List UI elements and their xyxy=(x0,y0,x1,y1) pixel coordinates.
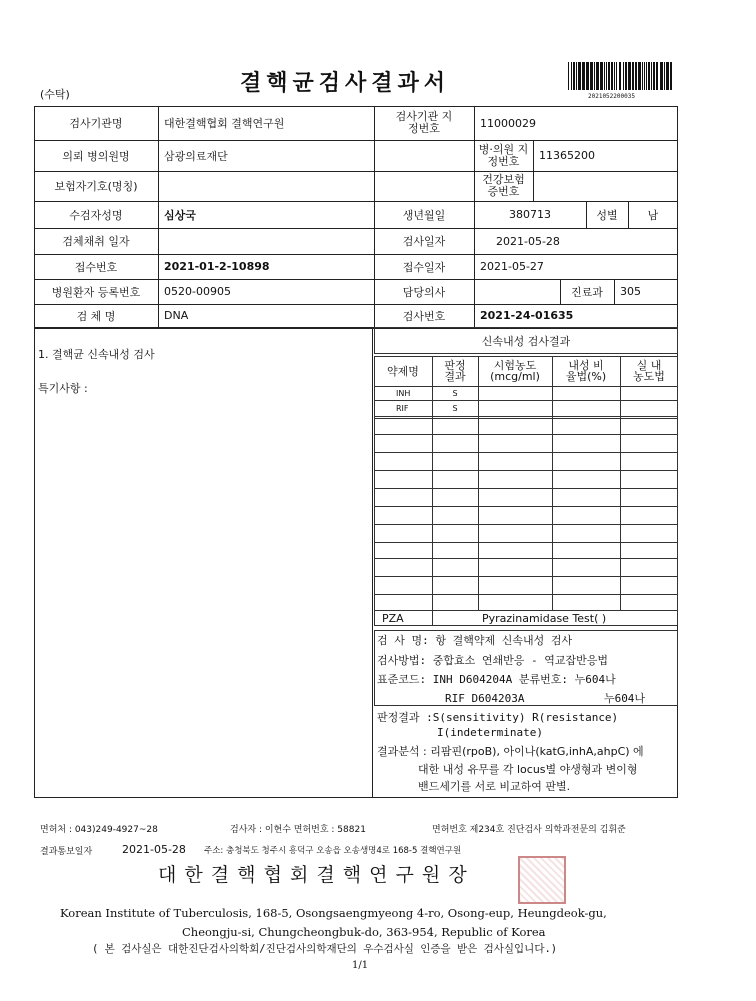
barcode-bar xyxy=(635,62,637,90)
row-drug-inh: INH xyxy=(396,388,411,398)
barcode-bar xyxy=(628,62,631,90)
birth-value: 380713 xyxy=(509,208,551,221)
specimen-value: DNA xyxy=(164,309,189,322)
barcode-bar xyxy=(571,62,572,90)
barcode-bar xyxy=(604,62,605,90)
collect-date-label: 검체채취 일자 xyxy=(62,235,130,248)
test-method: 검사방법: 중합효소 연쇄반응 - 역교잡반응법 xyxy=(377,654,609,667)
receipt-no-value: 2021-01-2-10898 xyxy=(164,260,270,273)
grid-row-line xyxy=(374,488,678,489)
test-no-value: 2021-24-01635 xyxy=(480,309,574,322)
organization-name: 대 한 결 핵 협 회 결 핵 연 구 원 장 xyxy=(158,864,468,886)
barcode-bar xyxy=(648,62,650,90)
interpretation-line-2: I(indeterminate) xyxy=(437,726,543,739)
barcode-bar xyxy=(660,62,663,90)
certification-note: ( 본 검사실은 대한진단검사의학회/진단검사의학재단의 우수검사실 인증을 받은 검사실입니다.) xyxy=(92,943,558,955)
barcode-bar xyxy=(578,62,581,90)
barcode-bar xyxy=(646,62,647,90)
insurance-value xyxy=(158,171,380,201)
result-heading: 신속내성 검사결과 xyxy=(481,334,571,348)
analysis-line-1: 결과분석 : 리팜핀(rpoB), 아이나(katG,inhA,ahpC) 에 xyxy=(377,745,644,758)
barcode-bar xyxy=(638,62,641,90)
collect-date-value xyxy=(158,228,380,254)
dept-label: 진료과 xyxy=(571,285,603,299)
patient-name-label: 수검자성명 xyxy=(69,208,123,222)
doctor-label: 담당의사 xyxy=(402,285,446,299)
hospital-id-label: 병·의원 지정번호 xyxy=(478,142,529,168)
col-header-proportion: 내성 비율법(%) xyxy=(565,359,607,383)
standard-code-1: 표준코드: INH D604204A 분류번호: 누604나 xyxy=(377,673,616,686)
patient-name-value: 심상국 xyxy=(164,208,196,222)
grid-row-line xyxy=(374,434,678,435)
page-number: 1/1 xyxy=(352,960,369,971)
barcode-bar xyxy=(594,62,595,90)
doctor-value xyxy=(474,279,566,304)
address-en-2: Cheongju-si, Chungcheongbuk-do, 363-954, Republic of Korea xyxy=(182,925,546,939)
analysis-line-3: 밴드세기를 서로 비교하여 판별. xyxy=(418,780,571,793)
specimen-label: 검 체 명 xyxy=(76,309,116,323)
official-seal-stamp xyxy=(518,856,566,904)
barcode-bar xyxy=(651,62,652,90)
address-kr: 주소: 충청북도 청주시 흥덕구 오송읍 오송생명4로 168-5 결핵연구원 xyxy=(204,846,462,856)
row-result-inh: S xyxy=(452,388,458,398)
hospital-id-value: 11365200 xyxy=(539,149,595,162)
receipt-date-label: 접수일자 xyxy=(402,260,446,274)
dept-value: 305 xyxy=(620,285,641,298)
test-item-1: 1. 결핵균 신속내성 검사 xyxy=(38,348,155,361)
barcode-bar xyxy=(611,62,613,90)
barcode-bar xyxy=(573,62,575,90)
institution-id-label: 검사기관 지정번호 xyxy=(395,110,453,135)
receipt-tag: (수탁) xyxy=(40,88,70,101)
barcode-bar xyxy=(664,62,665,90)
barcode-bar xyxy=(632,62,634,90)
barcode xyxy=(566,62,676,92)
barcode-bar xyxy=(576,62,577,90)
barcode-number: 2021052200035 xyxy=(588,93,635,100)
grid-row-line xyxy=(374,594,678,595)
test-date-label: 검사일자 xyxy=(402,235,446,248)
receipt-no-label: 접수번호 xyxy=(74,260,118,274)
page-title: 결핵균검사결과서 xyxy=(240,71,451,96)
remarks-label: 특기사항 : xyxy=(38,382,88,395)
sex-value: 남 xyxy=(647,208,659,222)
test-date-value: 2021-05-28 xyxy=(496,234,560,248)
footer-license: 면허번호 제234호 진단검사 의학과전문의 김휘준 xyxy=(432,825,626,835)
barcode-bar xyxy=(644,62,645,90)
grid-row-line xyxy=(374,418,678,419)
row-result-rif: S xyxy=(452,403,458,413)
barcode-bar xyxy=(606,62,607,90)
barcode-bar xyxy=(656,62,658,90)
row-drug-rif: RIF xyxy=(396,403,409,413)
footer-phone: 면허처 : 043)249-4927~28 xyxy=(40,825,158,835)
insurance-label: 보험자기호(명칭) xyxy=(54,180,138,193)
grid-row-line xyxy=(374,542,678,543)
hospital-label: 의뢰 병의원명 xyxy=(62,149,130,163)
grid-row-line xyxy=(374,470,678,471)
analysis-line-2: 대한 내성 유무를 각 locus별 야생형과 변이형 xyxy=(418,763,638,776)
grid-row-line xyxy=(374,416,678,417)
receipt-date-value: 2021-05-27 xyxy=(480,260,544,273)
grid-row-line xyxy=(374,524,678,525)
institution-value: 대한결핵협회 결핵연구원 xyxy=(164,117,285,130)
grid-row-line xyxy=(374,452,678,453)
insurance-id-value xyxy=(533,171,684,201)
pza-label: PZA xyxy=(382,611,404,625)
barcode-bar xyxy=(670,62,672,90)
institution-label: 검사기관명 xyxy=(69,117,123,130)
insurance-id-label: 건강보험 증번호 xyxy=(482,173,525,198)
barcode-bar xyxy=(653,62,655,90)
barcode-bar xyxy=(623,62,624,90)
barcode-bar xyxy=(586,62,589,90)
barcode-bar xyxy=(600,62,603,90)
col-header-drug: 약제명 xyxy=(387,365,419,378)
interpretation-line-1: 판정결과 :S(sensitivity) R(resistance) xyxy=(377,711,619,724)
barcode-bar xyxy=(614,62,615,90)
barcode-bar xyxy=(608,62,610,90)
footer-examiner: 검사자 : 이현수 면허번호 : 58821 xyxy=(230,825,366,835)
barcode-bar xyxy=(582,62,585,90)
pza-value: Pyrazinamidase Test( ) xyxy=(482,611,607,625)
sex-label: 성별 xyxy=(596,208,618,222)
col-header-concentration: 시험농도 (mcg/ml) xyxy=(490,359,540,383)
address-en-1: Korean Institute of Tuberculosis, 168-5, Osongsaengmyeong 4-ro, Osong-eup, Heungdeok-gu, xyxy=(60,906,607,920)
barcode-bar xyxy=(642,62,643,90)
barcode-bar xyxy=(666,62,669,90)
standard-code-2: RIF D604203A 누604나 xyxy=(445,692,646,705)
barcode-bar xyxy=(596,62,599,90)
test-no-label: 검사번호 xyxy=(402,309,446,323)
barcode-bar xyxy=(616,62,617,90)
report-date-label: 결과통보일자 xyxy=(40,847,93,857)
report-date: 2021-05-28 xyxy=(122,843,186,856)
hospital-value: 삼광의료재단 xyxy=(164,149,228,163)
col-header-mic: 실 내 농도법 xyxy=(633,359,665,383)
grid-row-line xyxy=(374,576,678,577)
barcode-bar xyxy=(625,62,627,90)
barcode-bar xyxy=(619,62,621,90)
registry-value: 0520-00905 xyxy=(164,285,231,298)
test-name: 검 사 명: 항 결핵약제 신속내성 검사 xyxy=(377,634,573,647)
col-header-result: 판정 결과 xyxy=(444,359,466,383)
institution-id-value: 11000029 xyxy=(480,116,536,130)
grid-row-line xyxy=(374,558,678,559)
barcode-bar xyxy=(568,62,569,90)
barcode-bar xyxy=(590,62,593,90)
grid-row-line xyxy=(374,506,678,507)
registry-label: 병원환자 등록번호 xyxy=(51,285,141,299)
birth-label: 생년월일 xyxy=(402,208,446,222)
